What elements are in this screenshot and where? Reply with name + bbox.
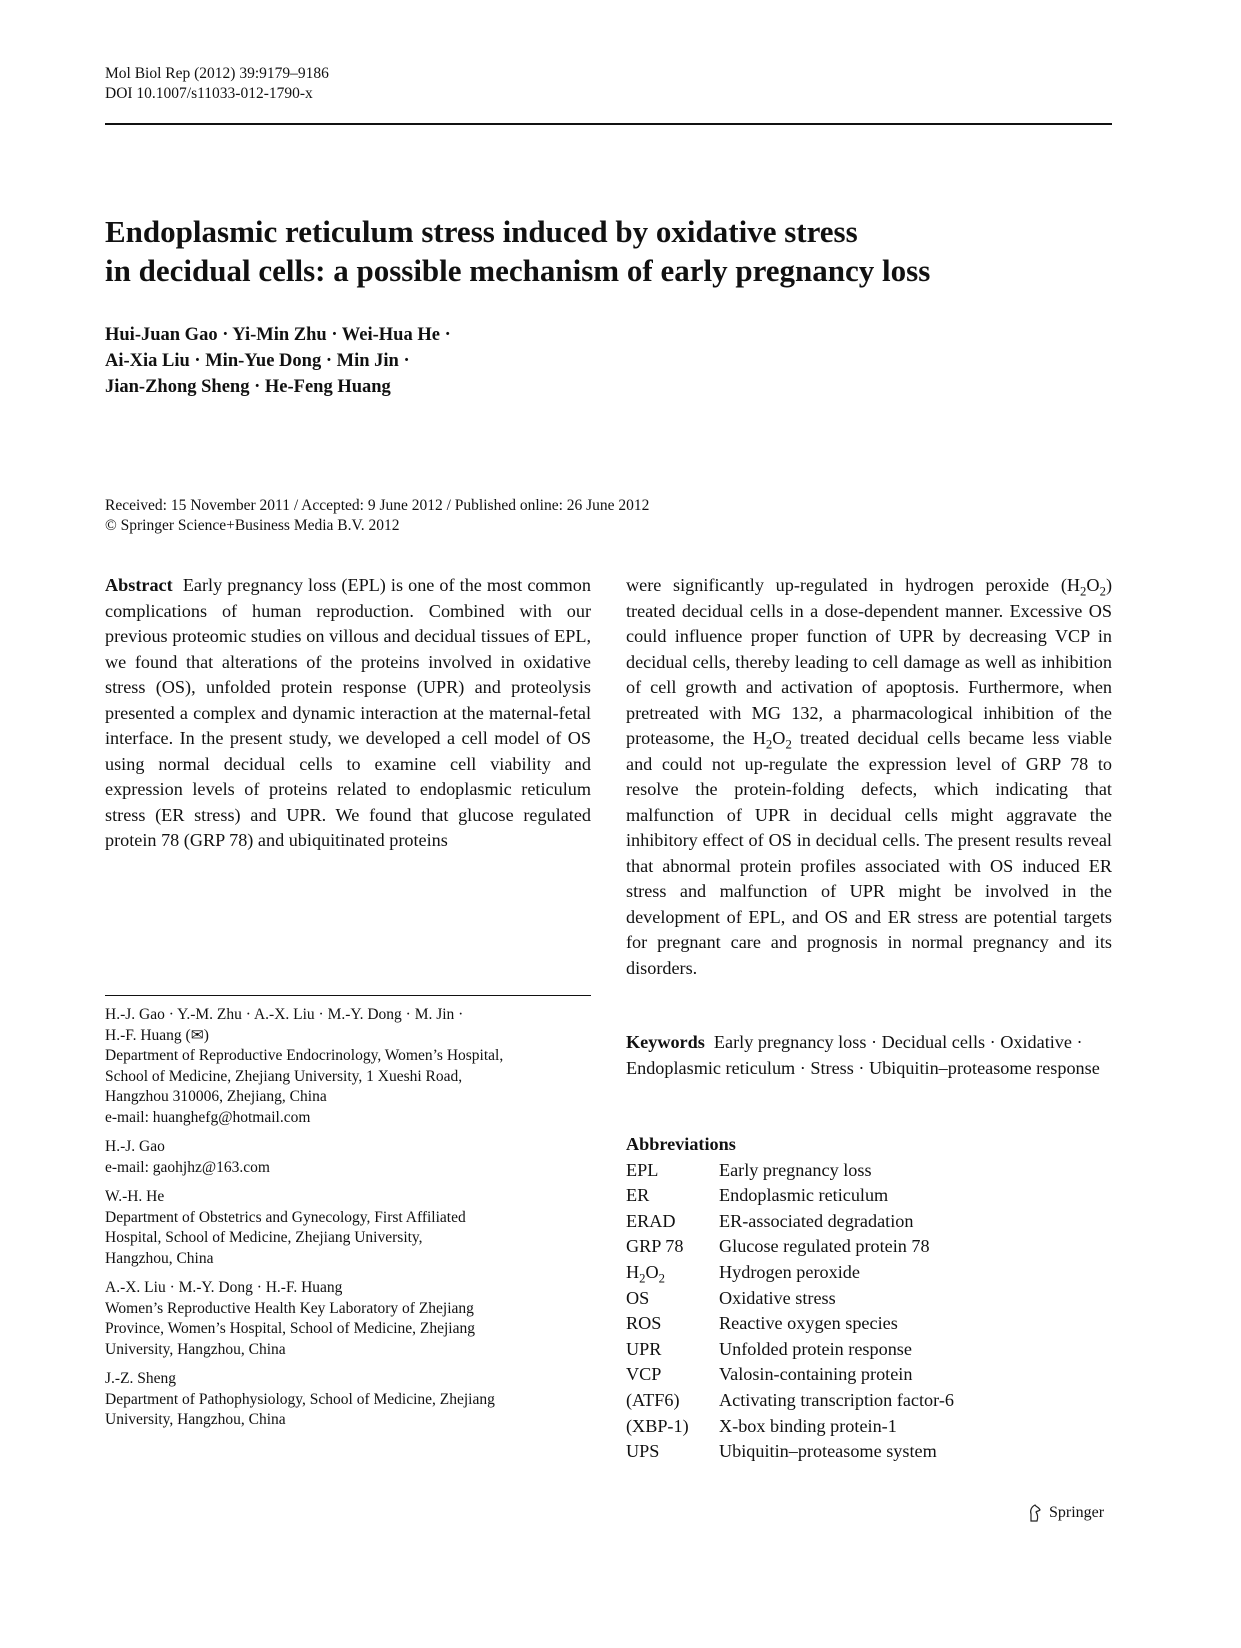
affiliation-line: W.-H. He [105,1188,165,1205]
keywords-text: Early pregnancy loss · Decidual cells · Oxidative · Endoplasmic reticulum · Stress · Ubiquitin–proteasome response [626,1032,1100,1078]
abbreviations [626,1132,1112,1465]
abbreviations-list [626,1158,1112,1465]
affiliation-line: Hangzhou 310006, Zhejiang, China [105,1088,327,1105]
affiliation-line: Department of Obstetrics and Gynecology, First Affiliated [105,1208,466,1226]
affiliation-line: H.-J. Gao · Y.-M. Zhu · A.-X. Liu · M.-Y. Dong · M. Jin · [105,1006,464,1023]
author-list: Hui-Juan Gao · Yi-Min Zhu · Wei-Hua He · Ai-Xia Liu · Min-Yue Dong · Min Jin · Jian-Zhong Sheng · He-Feng Huang [105,325,451,397]
abbreviation-row [626,1183,1112,1209]
abbreviation-row [626,1260,1112,1286]
header-rule [105,123,1112,125]
affiliation-line: Women’s Reproductive Health Key Laboratory of Zhejiang [105,1299,474,1317]
abbreviation-definition: Activating transcription factor-6 [719,1389,954,1410]
abbreviation-term: ER [626,1185,650,1206]
abbreviation-definition: Glucose regulated protein 78 [719,1236,930,1257]
journal-citation: Mol Biol Rep (2012) 39:9179–9186 [105,65,329,82]
abbreviation-row [626,1209,1112,1235]
abbreviation-definition: Endoplasmic reticulum [719,1185,889,1206]
affiliation-line[interactable]: e-mail: gaohjhz@163.com [105,1158,270,1176]
abbreviation-term: EPL [626,1159,659,1180]
keywords [626,1030,1112,1081]
abbreviation-definition: Hydrogen peroxide [719,1261,860,1282]
springer-horse-icon [1025,1503,1045,1523]
abbreviation-term: UPS [626,1441,660,1462]
affiliation-line: Department of Pathophysiology, School of Medicine, Zhejiang [105,1390,495,1408]
abbreviation-term: UPR [626,1338,662,1359]
affiliation-line: Province, Women’s Hospital, School of Medicine, Zhejiang [105,1320,475,1337]
abbreviation-term: ERAD [626,1210,676,1231]
abbreviation-row [626,1414,1112,1440]
abbreviation-term: GRP 78 [626,1236,684,1257]
affiliation-line: Hangzhou, China [105,1249,214,1267]
abbreviations-heading: Abbreviations [626,1134,736,1154]
affiliation-line: H.-F. Huang (✉) [105,1026,209,1044]
abbreviation-definition: Reactive oxygen species [719,1313,898,1334]
abbreviation-definition: Valosin-containing protein [719,1364,913,1385]
abbreviation-definition: Early pregnancy loss [719,1159,872,1180]
publisher-name: Springer [1049,1504,1105,1521]
article-title: Endoplasmic reticulum stress induced by oxidative stress in decidual cells: a possible mechanism of early pregnancy loss [105,214,931,288]
affiliation-line[interactable]: e-mail: huanghefg@hotmail.com [105,1108,311,1126]
abbreviation-term: ROS [626,1313,662,1334]
affiliation-block [105,1187,591,1269]
abbreviation-row [626,1439,1112,1465]
abbreviation-definition: ER-associated degradation [719,1210,914,1231]
abbreviation-row [626,1234,1112,1260]
affiliation-block [105,1369,591,1431]
affiliation-block [105,1137,591,1178]
affiliation-line: H.-J. Gao [105,1138,165,1155]
abbreviation-term: (ATF6) [626,1389,680,1410]
abstract-right: were significantly up-regulated in hydrogen peroxide $(H_2O_2)$ treated decidual cells in a dose-dependent manner. Excessive OS could influence proper function of UPR by decreasing VCP in decidual cells, thereby leading to cell damage as well as inhibition of cell growth and activation of apoptosis. Furthermore, when pretreated with MG 132, a pharmacological inhibition of the proteasome, the $H_2O_2$ treated decidual cells became less viable and could not up-regulate the expression level of GRP 78 to resolve the protein-folding defects, which indicating that malfunction of UPR in decidual cells might aggravate the inhibitory effect of OS in decidual cells. The present results reveal that abnormal protein profiles associated with OS induced ER stress and malfunction of UPR might be involved in the development of EPL, and OS and ER stress are potential targets for pregnant care and prognosis in normal pregnancy and its disorders. [626,575,1112,978]
abbreviation-row [626,1311,1112,1337]
abbreviation-term: VCP [626,1364,662,1385]
copyright: © Springer Science+Business Media B.V. 2012 [105,517,400,534]
publisher-footer [1025,1503,1104,1523]
affiliation-line: University, Hangzhou, China [105,1411,286,1428]
abbreviation-definition: Oxidative stress [719,1287,836,1308]
abbreviation-term: OS [626,1287,650,1308]
abbreviation-definition: Unfolded protein response [719,1338,912,1359]
affiliation-rule [105,995,591,996]
abbreviation-definition: X-box binding protein-1 [719,1415,897,1436]
abstract-label: Abstract [105,575,173,595]
abbreviation-row [626,1362,1112,1388]
affiliation-line: University, Hangzhou, China [105,1340,286,1358]
affiliation-line: Department of Reproductive Endocrinology, Women’s Hospital, [105,1047,504,1064]
affiliation-block [105,1278,591,1360]
affiliations [105,1005,591,1440]
affiliation-line: School of Medicine, Zhejiang University, 1 Xueshi Road, [105,1067,463,1085]
abbreviation-definition: Ubiquitin–proteasome system [719,1441,937,1462]
abstract-left [105,573,591,854]
received-accepted: Received: 15 November 2011 / Accepted: 9 June 2012 / Published online: 26 June 2012 [105,497,650,514]
abbreviation-row [626,1337,1112,1363]
abstract-text-left: Early pregnancy loss (EPL) is one of the most common complications of human reproduction. Combined with our previous proteomic studies on villous and decidual tissues of EPL, we found that alterations of the proteins involved in oxidative stress (OS), unfolded protein response (UPR) and proteolysis presented a complex and dynamic interaction at the maternal-fetal interface. In the present study, we developed a cell model of OS using normal decidual cells to examine cell viability and expression levels of proteins related to endoplasmic reticulum stress (ER stress) and UPR. We found that glucose regulated protein 78 (GRP 78) and ubiquitinated proteins [105,575,591,850]
h2o2-formula-2: $H_2O_2$ [752,728,792,752]
keywords-label: Keywords [626,1032,705,1052]
affiliation-line: J.-Z. Sheng [105,1370,177,1387]
affiliation-block [105,1005,591,1128]
h2o2-formula: $(H_2O_2)$ [1060,575,1112,599]
abbreviation-term: (XBP-1) [626,1415,689,1436]
journal-header [105,64,329,104]
doi: DOI 10.1007/s11033-012-1790-x [105,85,313,102]
affiliation-line: A.-X. Liu · M.-Y. Dong · H.-F. Huang [105,1279,343,1296]
abbreviation-term: $H_2O_2$ [626,1261,666,1286]
abbreviation-row [626,1158,1112,1184]
abbreviation-row [626,1286,1112,1312]
abbreviation-row [626,1388,1112,1414]
publication-dates [105,496,905,536]
affiliation-line: Hospital, School of Medicine, Zhejiang University, [105,1229,423,1246]
